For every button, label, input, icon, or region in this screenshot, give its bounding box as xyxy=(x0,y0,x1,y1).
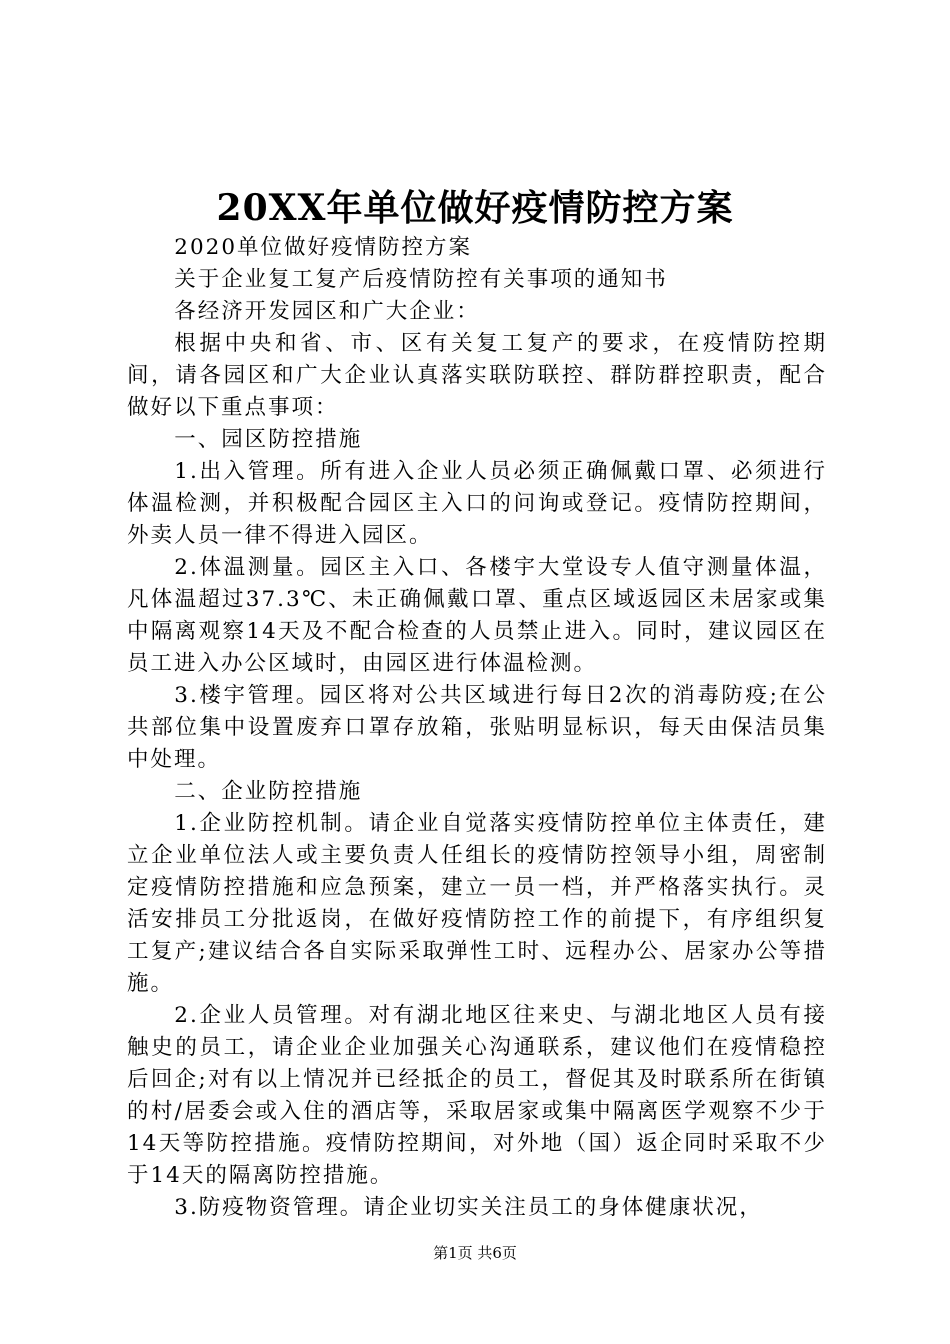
paragraph-salutation: 各经济开发园区和广大企业： xyxy=(174,299,480,324)
document-title: 20XX年单位做好疫情防控方案 xyxy=(216,187,734,229)
paragraph-subtitle: 2020单位做好疫情防控方案 xyxy=(174,235,473,260)
paragraph-park-2: 2.体温测量。园区主入口、各楼宇大堂设专人值守测量体温，凡体温超过37.3℃、未正确佩戴口罩、重点区域返园区未居家或集中隔离观察14天及不配合检查的人员禁止进入。同时，建议园区在员工进入办公区域时，由园区进行体温检测。 xyxy=(127,555,827,676)
paragraph-park-1: 1.出入管理。所有进入企业人员必须正确佩戴口罩、必须进行体温检测，并积极配合园区主入口的问询或登记。疫情防控期间，外卖人员一律不得进入园区。 xyxy=(127,459,827,548)
section-heading-enterprise: 二、企业防控措施 xyxy=(174,779,363,804)
paragraph-enterprise-2: 2.企业人员管理。对有湖北地区往来史、与湖北地区人员有接触史的员工，请企业企业加强关心沟通联系，建议他们在疫情稳控后回企;对有以上情况并已经抵企的员工，督促其及时联系所在街镇的村/居委会或入住的酒店等，采取居家或集中隔离医学观察不少于14天等防控措施。疫情防控期间，对外地（国）返企同时采取不少于14天的隔离防控措施。 xyxy=(127,1003,827,1188)
paragraph-intro: 根据中央和省、市、区有关复工复产的要求，在疫情防控期间，请各园区和广大企业认真落实联防联控、群防群控职责，配合做好以下重点事项： xyxy=(127,331,827,420)
paragraph-enterprise-3: 3.防疫物资管理。请企业切实关注员工的身体健康状况， xyxy=(174,1195,763,1220)
paragraph-notice-title: 关于企业复工复产后疫情防控有关事项的通知书 xyxy=(174,267,668,292)
paragraph-park-3: 3.楼宇管理。园区将对公共区域进行每日2次的消毒防疫;在公共部位集中设置废弃口罩存放箱，张贴明显标识，每天由保洁员集中处理。 xyxy=(127,683,827,772)
page-footer: 第1页 共6页 xyxy=(433,1244,517,1262)
section-heading-park: 一、园区防控措施 xyxy=(174,427,363,452)
document-body xyxy=(127,232,827,1224)
paragraph-enterprise-1: 1.企业防控机制。请企业自觉落实疫情防控单位主体责任，建立企业单位法人或主要负责人任组长的疫情防控领导小组，周密制定疫情防控措施和应急预案，建立一员一档，并严格落实执行。灵活安排员工分批返岗，在做好疫情防控工作的前提下，有序组织复工复产;建议结合各自实际采取弹性工时、远程办公、居家办公等措施。 xyxy=(127,811,827,996)
